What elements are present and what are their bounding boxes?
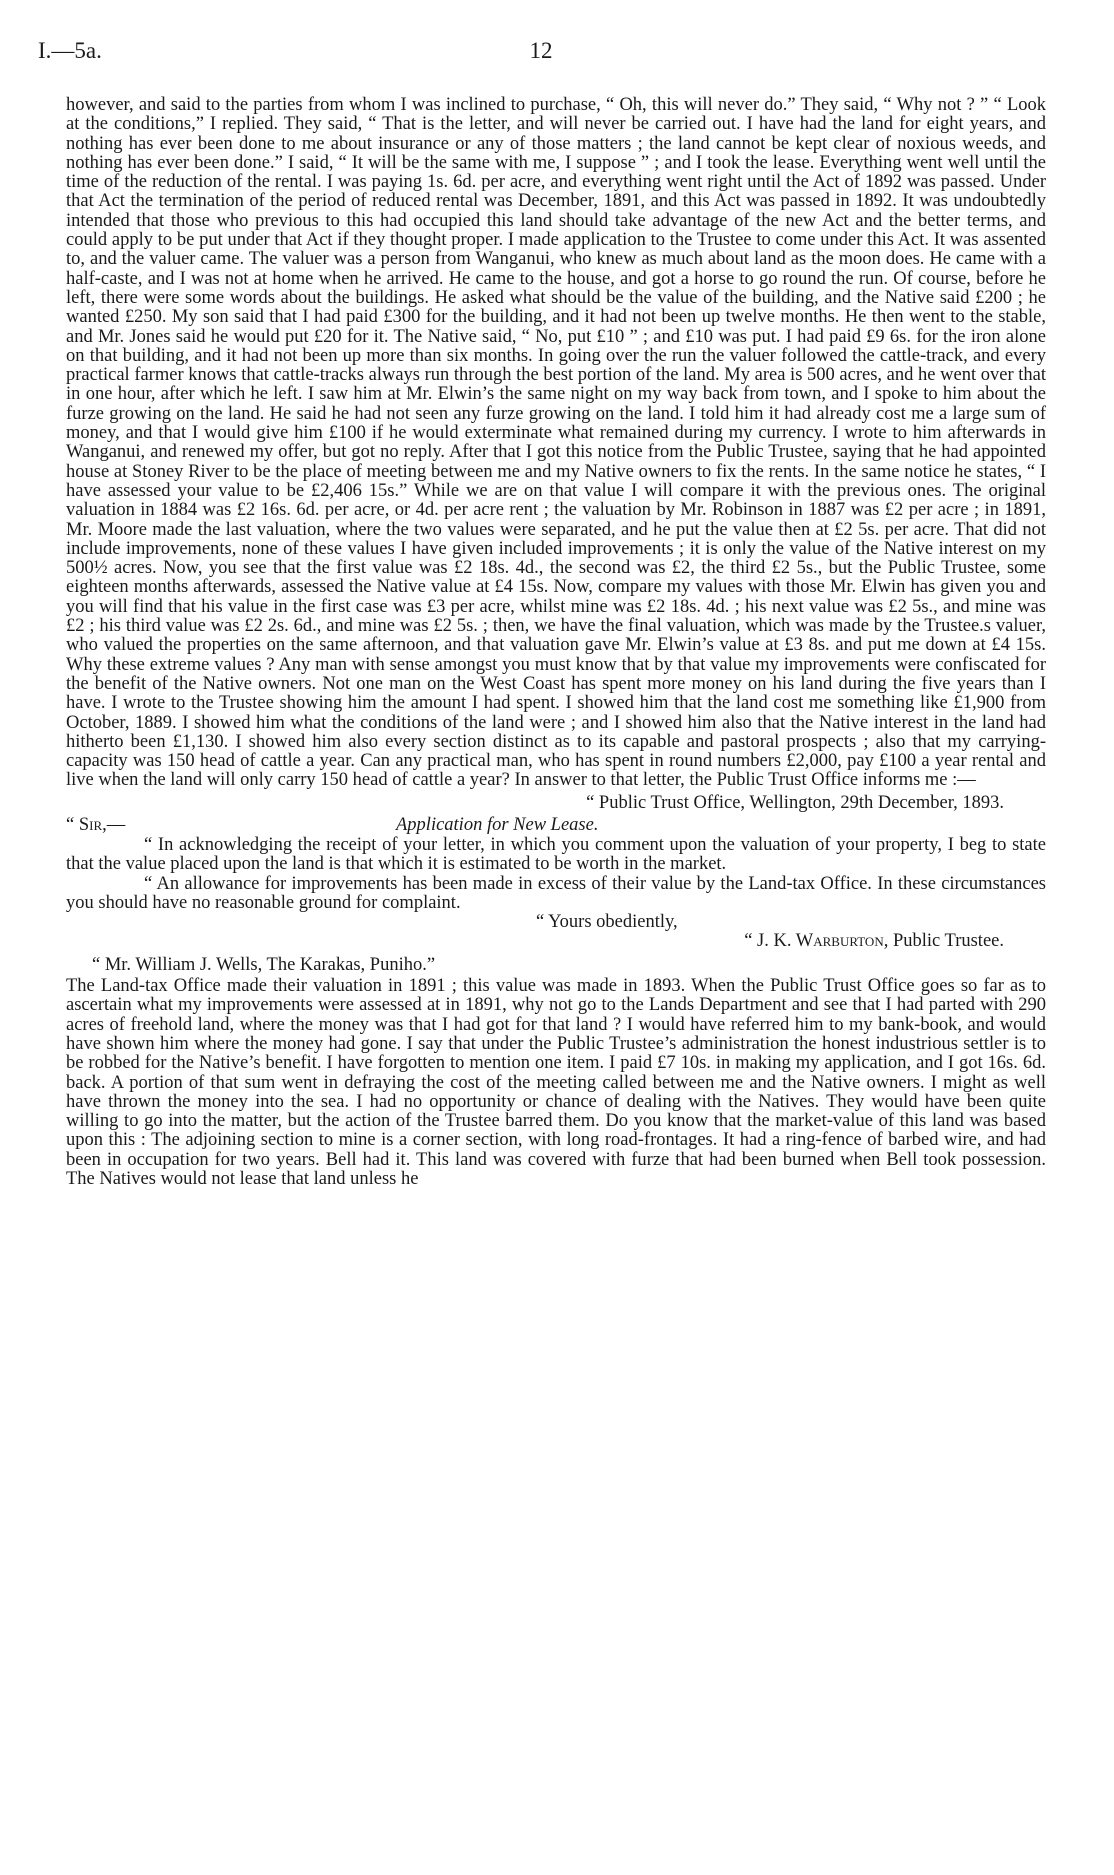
paragraph-testimony: however, and said to the parties from whom I was inclined to purchase, “ Oh, this will never do.” They said, “ Why not ? ” “ Look at the conditions,” I replied. They said, “ That is the letter, and will never be carried out. I have had the land for eight years, and nothing has ever been done to me about insurance or any of those matters ; the land cannot be kept clear of noxious weeds, and nothing has ever been done.” I said, “ It will be the same with me, I suppose ” ; and I took the lease. Everything went well until the time of the reduction of the rental. I was paying 1s. 6d. per acre, and everything went right until the Act of 1892 was passed. Under that Act the termination of the period of reduced rental was December, 1891, and this Act was passed in 1892. It was undoubtedly intended that those who previous to this had occupied this land should take advantage of the new Act and the better terms, and could apply to be put under that Act if they thought proper. I made application to the Trustee to come under this Act. It was assented to, and the valuer came. The valuer was a person from Wanganui, who knew as much about land as the moon does. He came with a half-caste, and I was not at home when he arrived. He came to the house, and got a horse to go round the run. Of course, before he left, there were some words about the buildings. He asked what should be the value of the building, and the Native said £200 ; he wanted £250. My son said that I had paid £300 for the building, and it had not been up twelve months. He then went to the stable, and Mr. Jones said he would put £20 for it. The Native said, “ No, put £10 ” ; and £10 was put. I had paid £9 6s. for the iron alone on that building, and it had not been up more than six months. In going over the run the valuer followed the cattle-track, and every practical farmer knows that cattle-tracks always run through the best portion of the land. My area is 500 acres, and he went over that in one hour, after which he left. I saw him at Mr. Elwin’s the same night on my way back from town, and I spoke to him about the furze growing on the land. He said he had not seen any furze growing on the land. I told him it had already cost me a large sum of money, and that I would give him £100 if he would exterminate what remained during my currency. I wrote to him afterwards in Wanganui, and renewed my offer, but got no reply. After that I got this notice from the Public Trustee, saying that he had appointed house at Stoney River to be the place of meeting between me and my Native owners to fix the rents. In the same notice he states, “ I have assessed your value to be £2,406 15s.” While we are on that value I will compare it with the previous ones. The original valuation in 1884 was £2 16s. 6d. per acre, or 4d. per acre rent ; the valuation by Mr. Robinson in 1887 was £2 per acre ; in 1891, Mr. Moore made the last valuation, where the two values were separated, and he put the value then at £2 5s. per acre. That did not include improvements, none of these values I have given included improvements ; it is only the value of the Native interest on my 500½ acres. Now, you see that the first value was £2 18s. 4d., the second was £2, the third £2 5s., but the Public Trustee, some eighteen months afterwards, assessed the Native value at £4 15s. Now, compare my values with those Mr. Elwin has given you and you will find that his value in the first case was £3 per acre, whilst mine was £2 18s. 4d. ; his next value was £2 5s., and mine was £2 ; his third value was £2 2s. 6d., and mine was £2 5s. ; then, we have the final valuation, which was made by the Trustee.s valuer, who valued the properties on the same afternoon, and that valuation gave Mr. Elwin’s value at £3 8s. and put me down at £4 15s. Why these extreme values ? Any man with sense amongst you must know that by that value my improvements were confiscated for the benefit of the Native owners. Not one man on the West Coast has spent more money on his land during the five years than I have. I wrote to the Trustee showing him the amount I had spent. I showed him that the land cost me something like £1,900 from October, 1889. I showed him what the conditions of the land were ; and I showed him also that the Native interest in the land had hitherto been £1,130. I showed him also every section distinct as to its capable and pastoral prospects ; also that my carrying-capacity was 150 head of cattle a year. Can any practical man, who has spent in round numbers £2,000, pay £100 a year rental and live when the land will only carry 150 head of cattle a year? In answer to that letter, the Public Trust Office informs me :— — [66, 95, 1046, 791]
letter-paragraph-1: “ In acknowledging the receipt of your letter, in which you comment upon the valuation of your property, I beg to state that the value placed upon the land is that which it is estimated to be worth in the market. — [66, 834, 1046, 875]
page-number: 12 — [529, 38, 553, 63]
page-header — [38, 38, 1044, 72]
letter-addressee: “ Mr. William J. Wells, The Karakas, Puniho.” — [92, 954, 436, 975]
signature-prefix: “ — [744, 931, 758, 952]
document-reference: I.—5a. — [38, 38, 102, 63]
signatory-name: J. K. Warburton — [757, 931, 884, 952]
paragraph-continuation: The Land-tax Office made their valuation in 1891 ; this value was made in 1893. When the Public Trust Office goes so far as to ascertain what my improvements were assessed at in 1891, why not go to the Lands Department and see that I had parted with 290 acres of freehold land, where the money was that I had got for that land ? I would have referred him to my bank-book, and would have shown him where the money had gone. I say that under the Public Trustee’s administration the honest industrious settler is to be robbed for the Native’s benefit. I have forgotten to mention one item. I paid £7 10s. in making my application, and I got 16s. 6d. back. A portion of that sum went in defraying the cost of the meeting called between me and the Native owners. I might as well have thrown the money into the sea. I had no opportunity or chance of dealing with the Natives. They would have been quite willing to go into the matter, but the action of the Trustee barred them. Do you know that the market-value of this land was based upon this : The adjoining section to mine is a corner section, with long road-frontages. It had a ring-fence of barbed wire, and had been in occupation for two years. Bell had it. This land was covered with furze that had been burned when Bell took possession. The Natives would not lease that land unless he — [66, 976, 1046, 1190]
letter-salutation-row — [66, 816, 1046, 836]
letter-subject: Application for New Lease. — [396, 814, 599, 835]
letter-salutation: “ Sir,— — [66, 814, 126, 835]
document-body — [66, 96, 1046, 1189]
signatory-title: , Public Trustee. — [883, 931, 1004, 952]
letter-closing: “ Yours obediently, — [536, 912, 678, 933]
letter-dateline: “ Public Trust Office, Wellington, 29th December, 1893. — [586, 792, 1004, 813]
letter-paragraph-2: “ An allowance for improvements has been made in excess of their value by the Land-tax Office. In these circumstances you should have no reasonable ground for complaint. — [66, 873, 1046, 913]
letter-signature — [66, 932, 1046, 951]
